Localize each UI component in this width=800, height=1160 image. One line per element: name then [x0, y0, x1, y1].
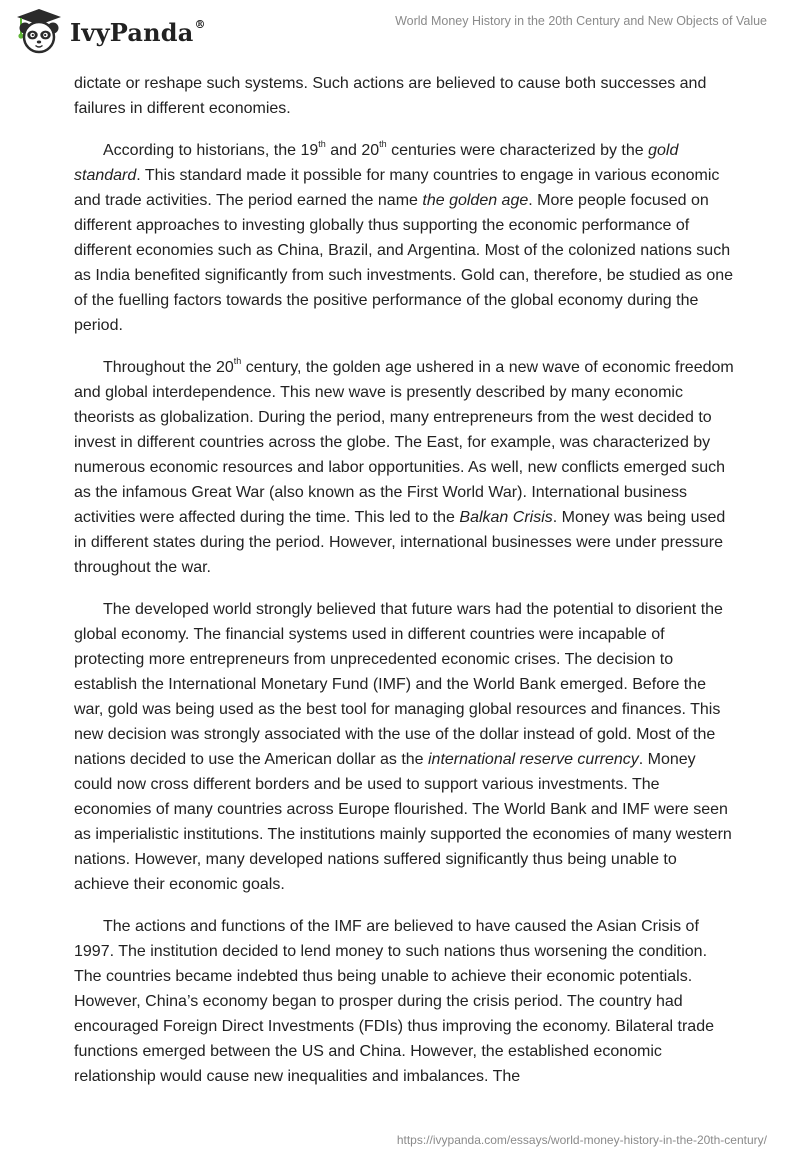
document-title: World Money History in the 20th Century and New Objects of Value: [395, 14, 767, 28]
paragraph-3: Throughout the 20th century, the golden age ushered in a new wave of economic freedom and global interdependence. This new wave is presently described by many economic theorists as globalization. During the period, many entrepreneurs from the west decided to invest in different countries across the globe. The East, for example, was characterized by numerous economic resources and labor opportunities. As well, new conflicts emerged such as the infamous Great War (also known as the First World War). International business activities were affected during the time. This led to the Balkan Crisis. Money was being used in different states during the period. However, international businesses were under pressure throughout the war.: [74, 355, 734, 576]
term-balkan-crisis: Balkan Crisis: [459, 509, 553, 526]
registered-mark: ®: [194, 17, 206, 31]
page-header: [0, 0, 800, 64]
paragraph-2: According to historians, the 19th and 20th centuries were characterized by the gold standard. This standard made it possible for many countries to engage in various economic and trade activities. The period earned the name the golden age. More people focused on different approaches to investing globally thus supporting the economic performance of different economies such as China, Brazil, and Argentina. Most of the colonized nations such as India benefited significantly from such investments. Gold can, therefore, be studied as one of the fuelling factors towards the positive performance of the global economy during the period.: [74, 138, 734, 334]
brand-logo[interactable]: [14, 8, 206, 54]
paragraph-5: The actions and functions of the IMF are believed to have caused the Asian Crisis of 1997. The institution decided to lend money to such nations thus worsening the condition. The countries became indebted thus being unable to achieve their economic potentials. However, China’s economy began to prosper during the crisis period. The country had encouraged Foreign Direct Investments (FDIs) thus improving the economy. Bilateral trade functions emerged between the US and China. However, the established economic relationship would cause new inequalities and imbalances. The: [74, 918, 714, 1085]
brand-name: IvyPanda®: [70, 17, 206, 47]
paragraph-1: dictate or reshape such systems. Such actions are believed to cause both successes and failures in different economies.: [74, 75, 707, 117]
term-reserve-currency: international reserve currency: [428, 751, 639, 768]
panda-mascot-icon: [14, 8, 64, 54]
paragraph-4: The developed world strongly believed that future wars had the potential to disorient the global economy. The financial systems used in different countries were incapable of protecting more entrepreneurs from unprecedented economic crises. The decision to establish the International Monetary Fund (IMF) and the World Bank emerged. Before the war, gold was being used as the best tool for managing global resources and finances. This new decision was strongly associated with the use of the dollar instead of gold. Most of the nations decided to use the American dollar as the international reserve currency. Money could now cross different borders and be used to support various investments. The economies of many countries across Europe flourished. The World Bank and IMF were seen as imperialistic institutions. The institutions mainly supported the economies of many western nations. However, many developed nations suffered significantly thus being unable to achieve their economic goals.: [74, 601, 732, 893]
term-gold-standard: gold standard: [74, 142, 679, 184]
essay-body: [74, 71, 734, 1106]
term-golden-age: the golden age: [422, 192, 529, 209]
source-url-link[interactable]: https://ivypanda.com/essays/world-money-history-in-the-20th-century/: [396, 1133, 767, 1147]
